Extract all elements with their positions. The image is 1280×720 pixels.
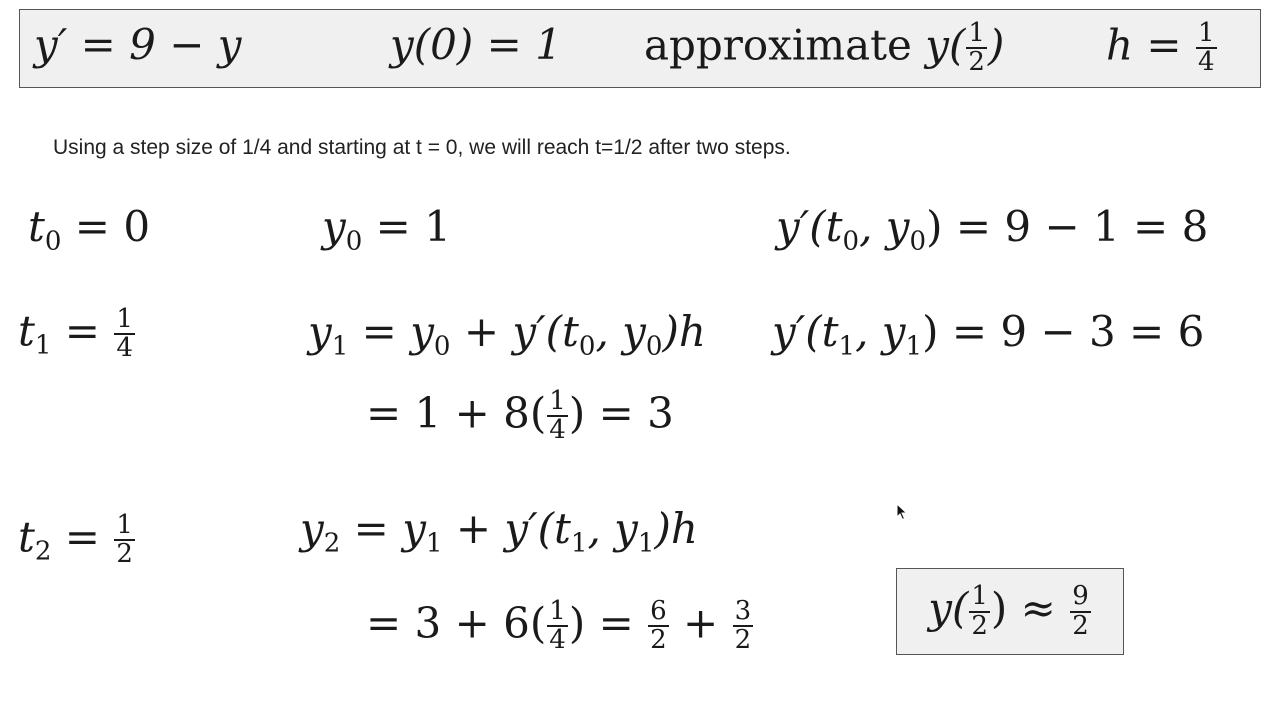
answer-arg-frac	[969, 583, 990, 640]
t1-frac	[114, 306, 135, 363]
calc-frac	[547, 388, 568, 445]
calc-head: = 3 + 6(	[366, 598, 547, 648]
approximate-word: approximate	[644, 20, 912, 70]
approximate-func: y(	[925, 20, 966, 70]
ode-equation	[34, 20, 242, 69]
y-var: y	[308, 307, 332, 356]
t0-value: = 0	[61, 202, 151, 251]
subscript: 0	[433, 331, 451, 362]
slope-mid: , y	[855, 307, 906, 356]
formula-mid: + y′(t	[442, 504, 571, 553]
subscript: 1	[838, 331, 856, 362]
step-size-frac	[1196, 20, 1217, 77]
formula-comma: , y	[587, 504, 638, 553]
calc-head: = 1 + 8(	[366, 388, 547, 438]
calc-plus: +	[669, 598, 732, 648]
subscript: 0	[44, 226, 62, 257]
y-var: y	[300, 504, 324, 553]
t-var: t	[18, 512, 35, 562]
subscript: 1	[34, 330, 52, 361]
ode-text: y′ = 9 − y	[34, 20, 242, 69]
y2-calculation	[366, 598, 754, 655]
slope-head: y′(t	[772, 307, 839, 356]
subscript: 1	[905, 331, 923, 362]
answer-head: y(	[928, 583, 969, 633]
final-answer	[928, 583, 1092, 640]
frac-den: 2	[968, 47, 985, 78]
equals: =	[51, 306, 114, 356]
approx-sign: ) ≈	[990, 583, 1070, 633]
frac-den: 2	[1072, 610, 1089, 641]
formula-tail: )h	[662, 307, 706, 356]
step-size-label: h =	[1106, 20, 1182, 70]
subscript: 0	[909, 226, 927, 257]
frac-num: 1	[968, 18, 985, 48]
slope0-value: ) = 9 − 1 = 8	[926, 202, 1209, 251]
final-answer-box	[896, 568, 1124, 655]
y2-formula	[300, 504, 698, 559]
frac-den: 4	[549, 625, 566, 656]
calc-mid: ) =	[568, 598, 648, 648]
frac-den: 4	[549, 415, 566, 446]
frac-num: 1	[549, 386, 566, 416]
step-size	[1106, 20, 1218, 77]
subscript: 0	[645, 331, 663, 362]
frac-num: 1	[116, 510, 133, 540]
slope1-equation	[772, 307, 1205, 362]
frac-num: 1	[549, 596, 566, 626]
calc-frac	[547, 598, 568, 655]
frac-num: 9	[1072, 581, 1089, 612]
calc-frac-three-halves	[733, 598, 754, 655]
subscript: 0	[842, 226, 860, 257]
t2-frac	[114, 512, 135, 569]
frac-den: 4	[116, 333, 133, 364]
frac-den: 2	[734, 625, 752, 656]
frac-num: 6	[650, 596, 667, 626]
subscript: 1	[570, 528, 588, 559]
slope-head: y′(t	[776, 202, 843, 251]
frac-num: 1	[971, 581, 988, 612]
t0-equation	[28, 202, 151, 257]
equals: =	[51, 512, 114, 562]
frac-den: 2	[650, 625, 667, 656]
subscript: 1	[331, 331, 349, 362]
formula-comma: , y	[595, 307, 646, 356]
subscript: 2	[34, 536, 52, 567]
y0-equation	[322, 202, 451, 257]
answer-result-frac	[1070, 583, 1091, 640]
frac-den: 2	[116, 539, 133, 570]
subscript: 1	[637, 528, 655, 559]
approximate-target	[644, 20, 1004, 77]
y1-value: ) = 3	[568, 388, 674, 438]
subscript: 0	[345, 226, 363, 257]
t1-equation	[18, 306, 136, 363]
initial-condition-text: y(0) = 1	[390, 20, 562, 69]
frac-num: 1	[1197, 18, 1215, 48]
slope1-value: ) = 9 − 3 = 6	[922, 307, 1205, 356]
slope-mid: , y	[859, 202, 910, 251]
t-var: t	[28, 202, 45, 251]
formula-eq: = y	[340, 504, 426, 553]
formula-eq: = y	[348, 307, 434, 356]
subscript: 2	[323, 528, 341, 559]
y1-calculation	[366, 388, 674, 445]
frac-num: 3	[734, 596, 752, 626]
calc-frac-six-halves	[648, 598, 669, 655]
frac-den: 2	[971, 610, 988, 641]
slope0-equation	[776, 202, 1209, 257]
mouse-cursor-icon	[896, 503, 908, 521]
frac-num: 1	[116, 304, 133, 334]
formula-mid: + y′(t	[450, 307, 579, 356]
subscript: 1	[425, 528, 443, 559]
subscript: 0	[578, 331, 596, 362]
t-var: t	[18, 306, 35, 356]
initial-condition	[390, 20, 562, 69]
y0-value: = 1	[362, 202, 451, 251]
formula-tail: )h	[654, 504, 698, 553]
approximate-frac	[966, 20, 987, 77]
frac-den: 4	[1197, 47, 1215, 78]
y-var: y	[322, 202, 346, 251]
explanation-text: Using a step size of 1/4 and starting at t = 0, we will reach t=1/2 after two steps.	[53, 136, 791, 159]
y1-formula	[308, 307, 706, 362]
approximate-close: )	[987, 20, 1005, 70]
t2-equation	[18, 512, 136, 569]
